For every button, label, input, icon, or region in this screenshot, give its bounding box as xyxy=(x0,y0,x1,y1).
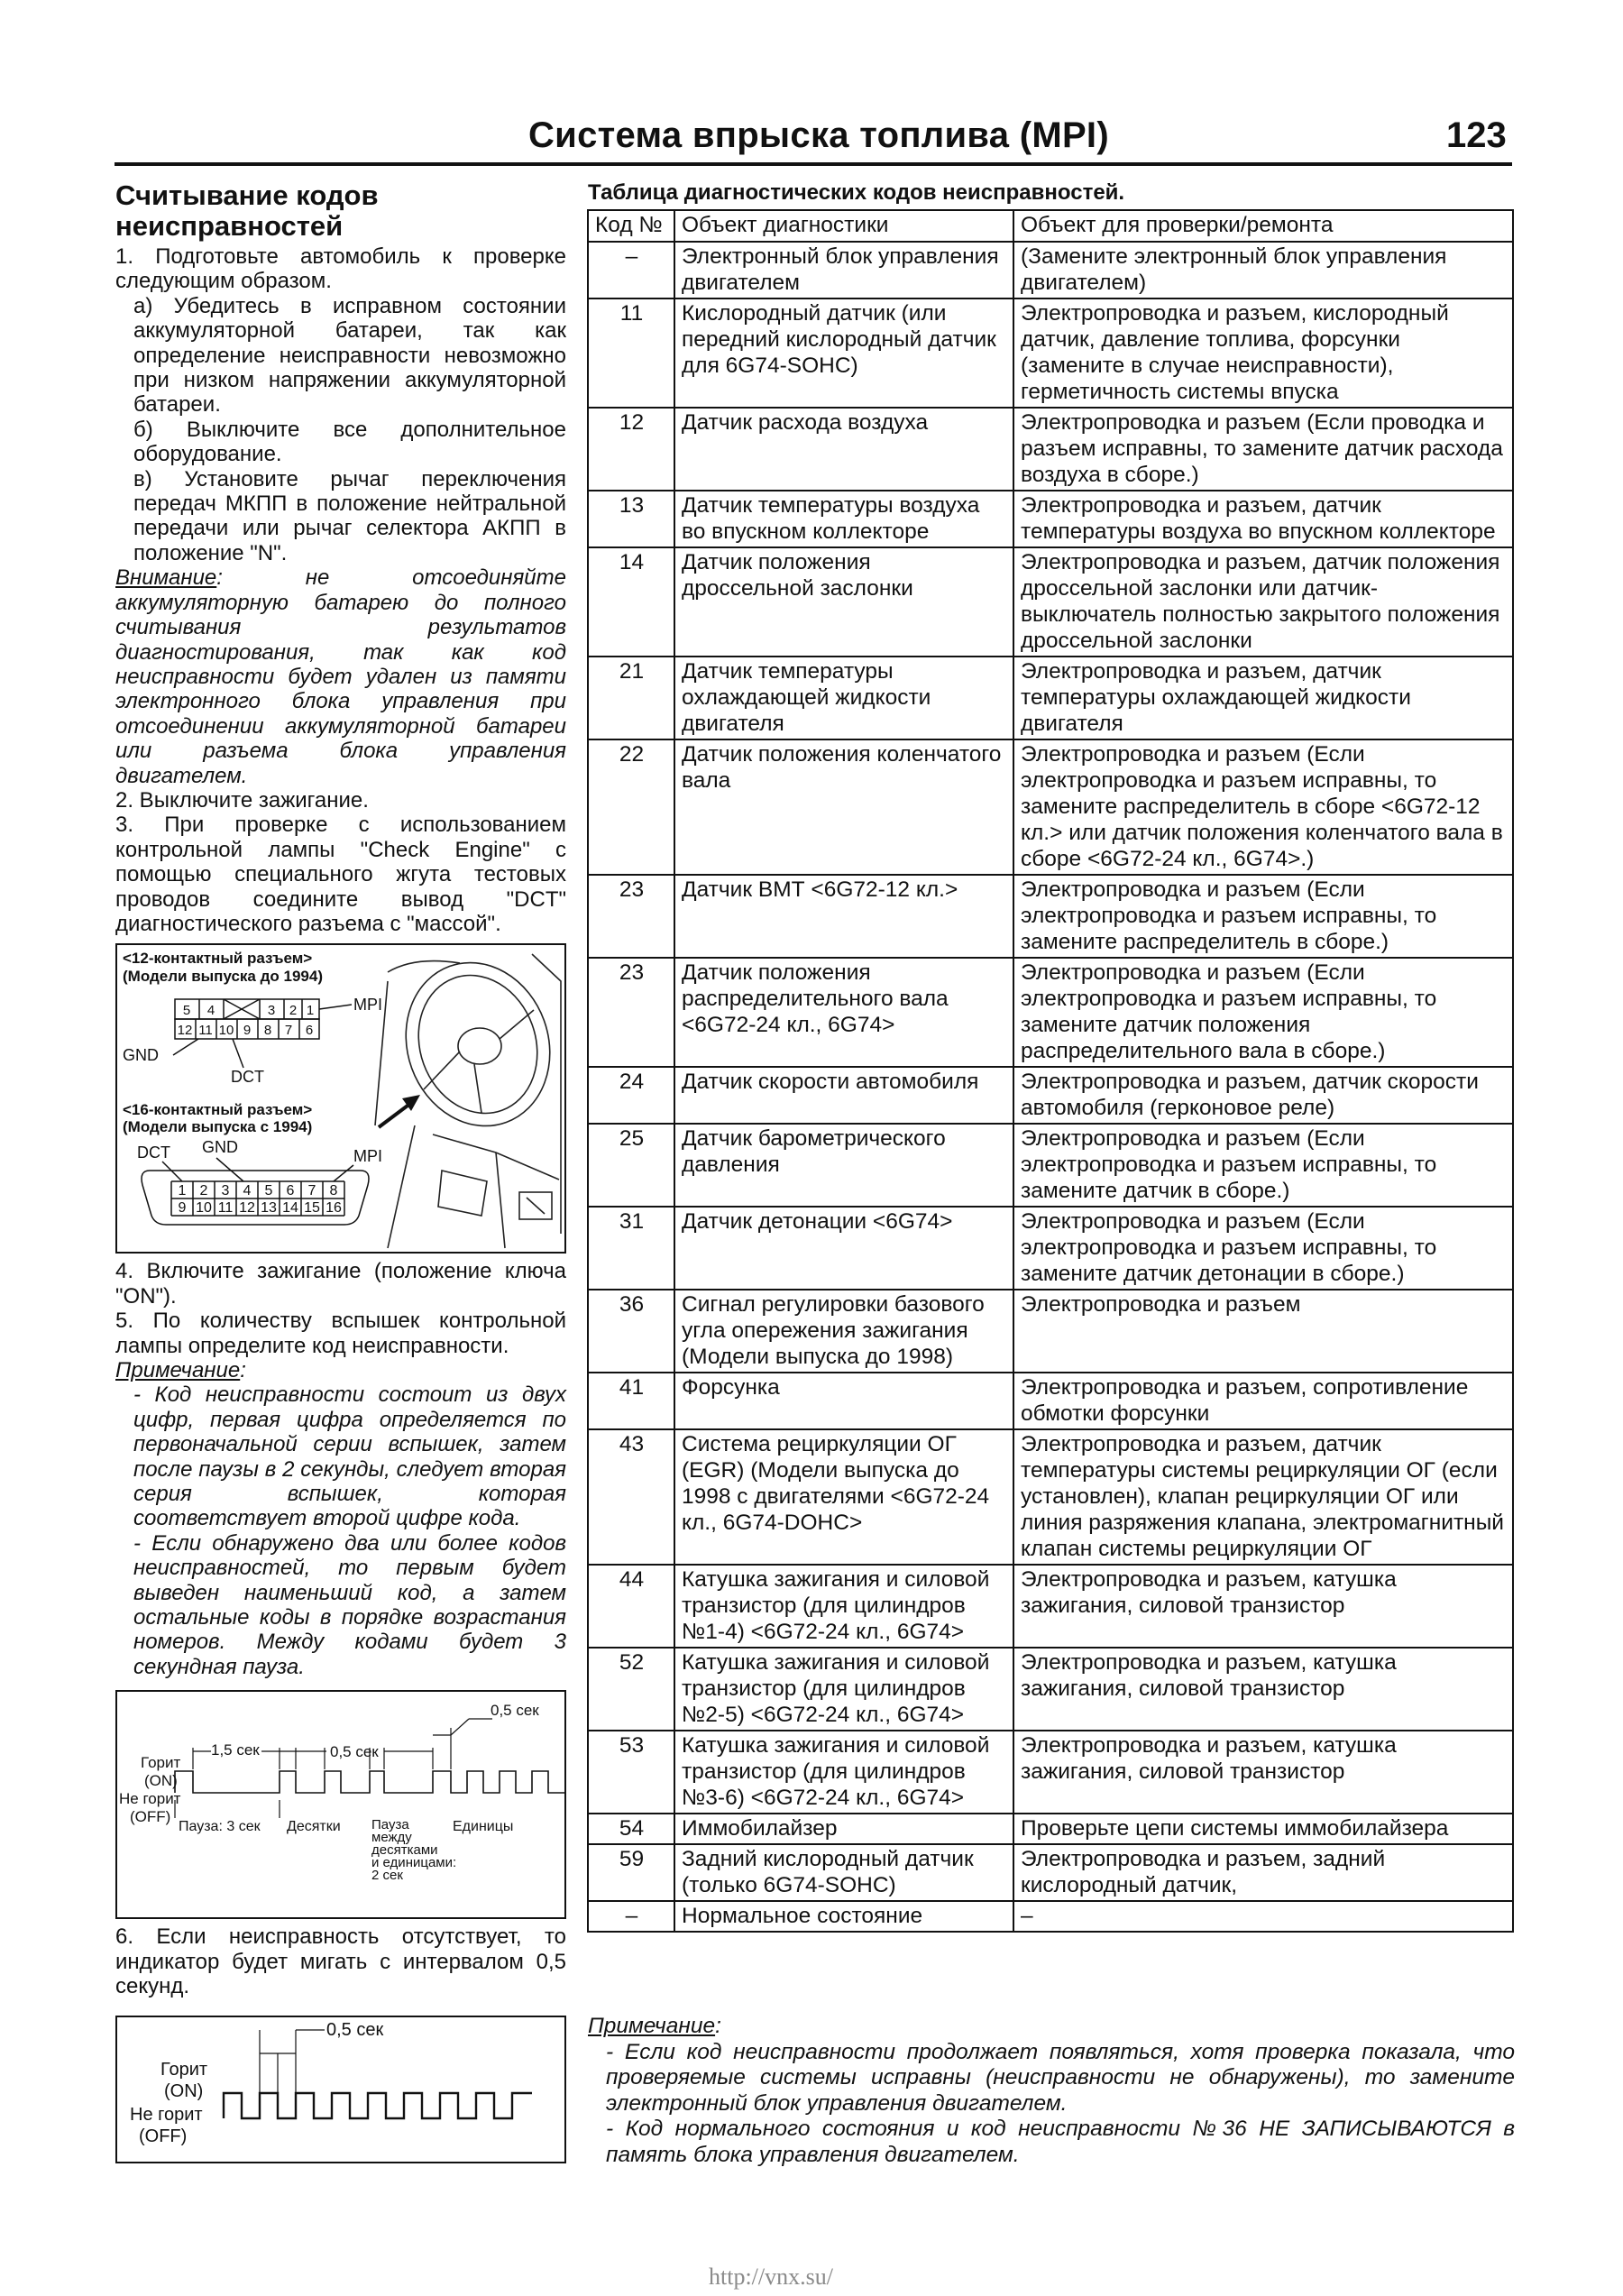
step-4: 4. Включите зажигание (положение ключа "ON"). xyxy=(115,1259,566,1309)
check-cell: Электропроводка и разъем (Если электропроводка и разъем исправны, то замените датчик в сборе.) xyxy=(1013,1124,1513,1207)
code-cell: 23 xyxy=(588,958,674,1067)
header-rule xyxy=(115,162,1512,166)
warning-label: Внимание xyxy=(115,565,217,591)
conn12-pin: 4 xyxy=(206,1003,215,1019)
page-number: 123 xyxy=(1446,115,1507,155)
table-note xyxy=(588,2014,1515,2168)
dct-label: DCT xyxy=(231,1068,264,1087)
step-1b: б) Выключите все дополнительное оборудование. xyxy=(133,417,566,467)
code-cell: 36 xyxy=(588,1290,674,1373)
timing-05-a: 0,5 сек xyxy=(491,1702,539,1720)
conn12-pin: 3 xyxy=(267,1003,276,1019)
check-cell: Электропроводка и разъем, датчик скорости автомобиля (герконовое реле) xyxy=(1013,1067,1513,1124)
diagnostic-code-table xyxy=(587,209,1514,1933)
pause-label-5: 2 сек xyxy=(371,1868,403,1884)
conn16-pin: 16 xyxy=(326,1200,342,1217)
table-note-2: - Код нормального состояния и код неисправности №36 НЕ ЗАПИСЫВАЮТСЯ в память блока управления двигателем. xyxy=(606,2117,1515,2167)
table-row xyxy=(588,298,1513,408)
conn16-subtitle: (Модели выпуска с 1994) xyxy=(123,1118,313,1136)
code-cell: 24 xyxy=(588,1067,674,1124)
table-row xyxy=(588,491,1513,547)
code-cell: 54 xyxy=(588,1814,674,1844)
code-cell: 12 xyxy=(588,408,674,491)
dct-label-16: DCT xyxy=(137,1143,170,1162)
off-label-1: Не горит xyxy=(119,1790,181,1808)
object-cell: Кислородный датчик (или передний кислородный датчик для 6G74-SOHC) xyxy=(674,298,1013,408)
normal-on-2: (ON) xyxy=(164,2080,204,2101)
code-cell: 59 xyxy=(588,1844,674,1901)
table-row xyxy=(588,1124,1513,1207)
code-cell: 13 xyxy=(588,491,674,547)
code-cell: 21 xyxy=(588,657,674,739)
object-cell: Катушка зажигания и силовой транзистор (для цилиндров №1-4) <6G72-24 кл., 6G74> xyxy=(674,1565,1013,1648)
timing-05-b: 0,5 сек xyxy=(330,1743,379,1761)
normal-05: 0,5 сек xyxy=(326,2019,384,2040)
table-row xyxy=(588,1844,1513,1901)
on-label-2: (ON) xyxy=(144,1772,178,1790)
pause-label-1: Пауза xyxy=(371,1817,409,1833)
timing-dimension-lines xyxy=(175,1719,492,1818)
check-cell: Электропроводка и разъем, датчик температуры охлаждающей жидкости двигателя xyxy=(1013,657,1513,739)
code-timing-figure xyxy=(115,1690,566,1919)
conn12-pin: 2 xyxy=(289,1003,298,1019)
conn16-pin: 13 xyxy=(261,1200,277,1217)
pause-label-3: десятками xyxy=(371,1842,438,1859)
normal-off-1: Не горит xyxy=(130,2104,203,2125)
conn12-pin: 1 xyxy=(306,1003,315,1019)
header-object: Объект диагностики xyxy=(674,210,1013,242)
check-cell: Электропроводка и разъем, катушка зажигания, силовой транзистор xyxy=(1013,1648,1513,1731)
conn12-pin: 6 xyxy=(305,1023,314,1039)
header-check: Объект для проверки/ремонта xyxy=(1013,210,1513,242)
object-cell: Датчик барометрического давления xyxy=(674,1124,1013,1207)
code-cell: 23 xyxy=(588,875,674,958)
object-cell: Датчик детонации <6G74> xyxy=(674,1207,1013,1290)
check-cell: – xyxy=(1013,1901,1513,1932)
conn12-pin: 8 xyxy=(263,1023,272,1039)
check-cell: Электропроводка и разъем (Если электропроводка и разъем исправны, то замените датчик детонации в сборе.) xyxy=(1013,1207,1513,1290)
conn16-pin: 8 xyxy=(329,1183,338,1199)
header-code: Код № xyxy=(588,210,674,242)
table-row xyxy=(588,1901,1513,1932)
normal-timing-diagram xyxy=(117,2017,564,2162)
table-row xyxy=(588,739,1513,875)
conn16-pin: 14 xyxy=(282,1200,298,1217)
conn16-pin: 4 xyxy=(243,1183,252,1199)
code-cell: 11 xyxy=(588,298,674,408)
step-2: 2. Выключите зажигание. xyxy=(115,787,369,813)
step-1c: в) Установите рычаг переключения передач МКПП в положение нейтральной передачи или рычаг селектора АКПП в положение "N". xyxy=(133,466,566,565)
conn16-pin: 10 xyxy=(196,1200,212,1217)
note-1: - Код неисправности состоит из двух цифр, первая цифра определяется по первоначальной серии вспышек, затем после паузы в 2 секунды, следует вторая серия вспышек, которая соответствует второй цифре кода. xyxy=(133,1382,566,1531)
normal-dimension xyxy=(260,2030,325,2093)
object-cell: Датчик температуры охлаждающей жидкости двигателя xyxy=(674,657,1013,739)
table-row xyxy=(588,1731,1513,1814)
normal-pulse-train xyxy=(224,2093,532,2118)
table-title: Таблица диагностических кодов неисправностей. xyxy=(588,180,1125,205)
check-cell: Электропроводка и разъем, датчик температуры системы рециркуляции ОГ (если установлен), клапан рециркуляции ОГ или линия разряжения клапана, электромагнитный клапан системы рециркуляции ОГ xyxy=(1013,1429,1513,1565)
code-cell: 14 xyxy=(588,547,674,657)
gnd-label: GND xyxy=(123,1046,159,1065)
conn16-pin: 3 xyxy=(221,1183,230,1199)
table-row xyxy=(588,1814,1513,1844)
note-label-line: Примечание: xyxy=(115,1358,246,1382)
conn16-pin: 2 xyxy=(199,1183,208,1199)
code-cell: 44 xyxy=(588,1565,674,1648)
conn16-pin: 6 xyxy=(286,1183,295,1199)
conn12-title: <12-контактный разъем> xyxy=(123,950,313,968)
check-cell: Электропроводка и разъем, сопротивление обмотки форсунки xyxy=(1013,1373,1513,1429)
mpi-label-16: MPI xyxy=(353,1147,383,1166)
warning-note xyxy=(115,565,566,788)
step-1: 1. Подготовьте автомобиль к проверке следующим образом. xyxy=(115,244,566,294)
left-column xyxy=(115,180,566,2169)
conn16-pin: 5 xyxy=(264,1183,273,1199)
pause-label-2: между xyxy=(371,1830,412,1846)
pause-3s: Пауза: 3 сек xyxy=(179,1819,261,1835)
step-5: 5. По количеству вспышек контрольной лампы определите код неисправности. xyxy=(115,1309,566,1358)
table-row xyxy=(588,1565,1513,1648)
conn12-pin: 11 xyxy=(198,1023,213,1039)
check-cell: Электропроводка и разъем (Если электропроводка и разъем исправны, то замените распределитель в сборе <6G72-12 кл.> или датчик положения коленчатого вала в сборе <6G72-24 кл., 6G74>.) xyxy=(1013,739,1513,875)
step-3: 3. При проверке с использованием контрольной лампы "Check Engine" с помощью специального жгута тестовых проводов соедините вывод "DCT" диагностического разъема с "массой". xyxy=(115,813,566,936)
section-title: Считывание кодов неисправностей xyxy=(115,179,379,242)
conn12-pin: 7 xyxy=(284,1023,293,1039)
conn12-pin: 12 xyxy=(177,1023,193,1039)
code-cell: – xyxy=(588,1901,674,1932)
object-cell: Сигнал регулировки базового угла опережения зажигания (Модели выпуска до 1998) xyxy=(674,1290,1013,1373)
object-cell: Электронный блок управления двигателем xyxy=(674,242,1013,298)
conn12-pin: 10 xyxy=(218,1023,234,1039)
check-cell: Электропроводка и разъем xyxy=(1013,1290,1513,1373)
off-label-2: (OFF) xyxy=(130,1808,171,1826)
conn16-pin: 9 xyxy=(178,1200,187,1217)
pointer-arrow xyxy=(379,1095,420,1127)
normal-timing-figure xyxy=(115,2016,566,2163)
conn12-pin: 5 xyxy=(182,1003,191,1019)
object-cell: Катушка зажигания и силовой транзистор (для цилиндров №3-6) <6G72-24 кл., 6G74> xyxy=(674,1731,1013,1814)
code-cell: 43 xyxy=(588,1429,674,1565)
object-cell: Датчик положения дроссельной заслонки xyxy=(674,547,1013,657)
on-label-1: Горит xyxy=(141,1754,181,1772)
code-cell: – xyxy=(588,242,674,298)
object-cell: Датчик скорости автомобиля xyxy=(674,1067,1013,1124)
table-note-1: - Если код неисправности продолжает появляться, хотя проверка показала, что проверяемые системы исправны (неисправности не обнаружены), то замените электронный блок управления двигателем. xyxy=(606,2039,1515,2116)
code-cell: 22 xyxy=(588,739,674,875)
tens-label: Десятки xyxy=(287,1819,341,1835)
object-cell: Датчик температуры воздуха во впускном коллекторе xyxy=(674,491,1013,547)
table-row xyxy=(588,408,1513,491)
note-label: Примечание xyxy=(115,1358,241,1382)
check-cell: Электропроводка и разъем, датчик положения дроссельной заслонки или датчик-выключатель полностью закрытого положения дроссельной заслонки xyxy=(1013,547,1513,657)
object-cell: Датчик расхода воздуха xyxy=(674,408,1013,491)
object-cell: Датчик ВМТ <6G72-12 кл.> xyxy=(674,875,1013,958)
object-cell: Катушка зажигания и силовой транзистор (для цилиндров №2-5) <6G72-24 кл., 6G74> xyxy=(674,1648,1013,1731)
check-cell: Электропроводка и разъем, катушка зажигания, силовой транзистор xyxy=(1013,1565,1513,1648)
timing-15: 1,5 сек xyxy=(211,1741,260,1759)
page-header-title: Система впрыска топлива (MPI) xyxy=(528,115,1109,155)
units-label: Единицы xyxy=(453,1819,514,1835)
table-row xyxy=(588,1648,1513,1731)
code-cell: 53 xyxy=(588,1731,674,1814)
code-cell: 25 xyxy=(588,1124,674,1207)
code-cell: 41 xyxy=(588,1373,674,1429)
check-cell: (Замените электронный блок управления двигателем) xyxy=(1013,242,1513,298)
conn12-subtitle: (Модели выпуска до 1994) xyxy=(123,968,323,986)
conn16-title: <16-контактный разъем> xyxy=(123,1101,313,1119)
dashboard-illustration xyxy=(375,945,564,1248)
table-row xyxy=(588,1290,1513,1373)
check-cell: Электропроводка и разъем (Если проводка и разъем исправны, то замените датчик расхода воздуха в сборе.) xyxy=(1013,408,1513,491)
table-note-label: Примечание xyxy=(588,2014,716,2038)
code-cell: 52 xyxy=(588,1648,674,1731)
normal-off-2: (OFF) xyxy=(139,2126,188,2146)
code-cell: 31 xyxy=(588,1207,674,1290)
code-timing-diagram xyxy=(117,1692,564,1917)
object-cell: Датчик положения коленчатого вала xyxy=(674,739,1013,875)
check-cell: Электропроводка и разъем (Если электропроводка и разъем исправны, то замените распределитель в сборе.) xyxy=(1013,875,1513,958)
check-cell: Электропроводка и разъем, катушка зажигания, силовой транзистор xyxy=(1013,1731,1513,1814)
gnd-label-16: GND xyxy=(202,1138,238,1157)
table-row xyxy=(588,242,1513,298)
normal-on-1: Горит xyxy=(160,2059,208,2080)
table-row xyxy=(588,547,1513,657)
conn16-pin: 15 xyxy=(304,1200,320,1217)
table-row xyxy=(588,657,1513,739)
step-1a: а) Убедитесь в исправном состоянии аккумуляторной батареи, так как определение неисправности невозможно при низком напряжении аккумуляторной батареи. xyxy=(133,293,566,418)
note-2: - Если обнаружено два или более кодов неисправностей, то первым будет выведен наименьший код, а затем остальные коды в порядке возрастания номеров. Между кодами будет 3 секундная пауза. xyxy=(133,1530,566,1679)
check-cell: Электропроводка и разъем, датчик температуры воздуха во впускном коллекторе xyxy=(1013,491,1513,547)
mpi-label: MPI xyxy=(353,996,383,1015)
conn16-pin: 7 xyxy=(307,1183,316,1199)
pause-label-4: и единицами: xyxy=(371,1855,457,1871)
step-6: 6. Если неисправность отсутствует, то индикатор будет мигать с интервалом 0,5 секунд. xyxy=(115,1924,566,1999)
object-cell: Нормальное состояние xyxy=(674,1901,1013,1932)
code-pulse-train xyxy=(175,1771,564,1793)
object-cell: Датчик положения распределительного вала <6G72-24 кл., 6G74> xyxy=(674,958,1013,1067)
connector-diagram xyxy=(117,945,564,1252)
table-note-label-line: Примечание: xyxy=(588,2014,721,2038)
check-cell: Электропроводка и разъем, кислородный датчик, давление топлива, форсунки (замените в случае неисправности), герметичность системы впуска xyxy=(1013,298,1513,408)
conn16-pin: 11 xyxy=(217,1200,234,1217)
conn16-pin: 1 xyxy=(178,1183,187,1199)
table-row xyxy=(588,1373,1513,1429)
connector-figure xyxy=(115,943,566,1254)
table-row xyxy=(588,958,1513,1067)
object-cell: Система рециркуляции ОГ (EGR) (Модели выпуска до 1998 с двигателями <6G72-24 кл., 6G74-DOHC> xyxy=(674,1429,1013,1565)
conn16-pin: 12 xyxy=(239,1200,255,1217)
footer-url: http://vnx.su/ xyxy=(709,2264,833,2290)
object-cell: Форсунка xyxy=(674,1373,1013,1429)
object-cell: Задний кислородный датчик (только 6G74-SOHC) xyxy=(674,1844,1013,1901)
table-row xyxy=(588,1067,1513,1124)
table-row xyxy=(588,1429,1513,1565)
table-row xyxy=(588,875,1513,958)
check-cell: Проверьте цепи системы иммобилайзера xyxy=(1013,1814,1513,1844)
object-cell: Иммобилайзер xyxy=(674,1814,1013,1844)
check-cell: Электропроводка и разъем, задний кислородный датчик, xyxy=(1013,1844,1513,1901)
table-header-row xyxy=(588,210,1513,242)
conn12-pin: 9 xyxy=(243,1023,252,1039)
check-cell: Электропроводка и разъем (Если электропроводка и разъем исправны, то замените датчик положения распределительного вала в сборе.) xyxy=(1013,958,1513,1067)
warning-text: : не отсоединяйте аккумуляторную батарею до полного считывания результатов диагностирования, так как код неисправности будет удален из памяти электронного блока управления при отсоединении аккумуляторной батареи или разъема блока управления двигателем. xyxy=(115,565,566,788)
table-row xyxy=(588,1207,1513,1290)
